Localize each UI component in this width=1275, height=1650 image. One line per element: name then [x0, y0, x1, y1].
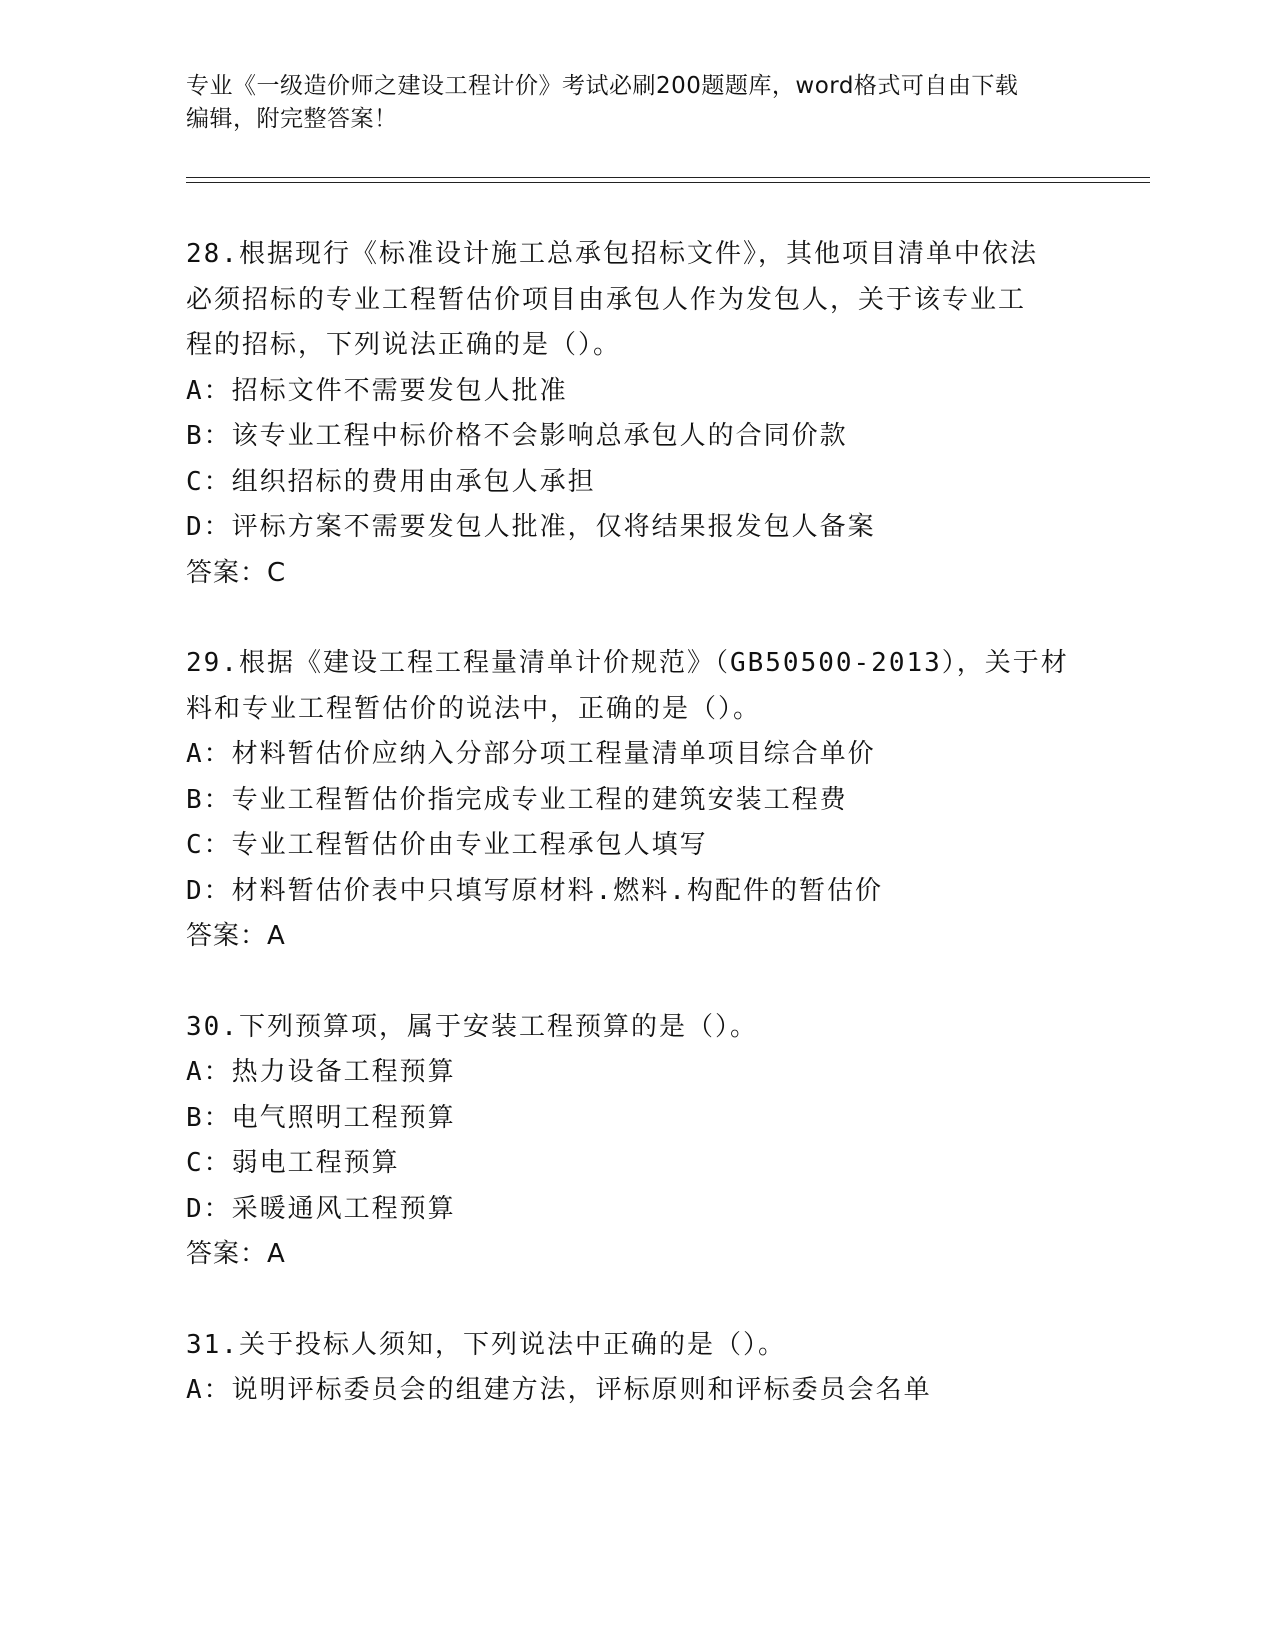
option-a: A：说明评标委员会的组建方法，评标原则和评标委员会名单 — [186, 1375, 932, 1405]
option-c: C：专业工程暂估价由专业工程承包人填写 — [186, 830, 708, 860]
question-30 — [186, 1005, 1086, 1278]
option-c: C：组织招标的费用由承包人承担 — [186, 466, 596, 497]
header-divider — [186, 177, 1150, 178]
answer: 答案：A — [186, 921, 286, 951]
option-d: D：材料暂估价表中只填写原材料.燃料.构配件的暂估价 — [186, 875, 883, 906]
question-stem: 料和专业工程暂估价的说法中，正确的是（）。 — [186, 693, 762, 724]
question-28 — [186, 232, 1086, 596]
question-stem: 28.根据现行《标准设计施工总承包招标文件》，其他项目清单中依法 — [186, 239, 1038, 269]
option-a: A：材料暂估价应纳入分部分项工程量清单项目综合单价 — [186, 739, 876, 769]
question-list — [186, 232, 1086, 1459]
option-c: C：弱电工程预算 — [186, 1148, 400, 1178]
answer: 答案：C — [186, 557, 287, 588]
question-29 — [186, 641, 1086, 960]
document-header — [186, 70, 1076, 136]
option-b: B：该专业工程中标价格不会影响总承包人的合同价款 — [186, 421, 848, 451]
header-divider — [186, 182, 1150, 183]
option-d: D：评标方案不需要发包人批准，仅将结果报发包人备案 — [186, 512, 876, 542]
question-stem: 29.根据《建设工程工程量清单计价规范》（GB50500-2013），关于材 — [186, 648, 1069, 678]
option-d: D：采暖通风工程预算 — [186, 1193, 456, 1224]
answer: 答案：A — [186, 1239, 286, 1269]
question-31 — [186, 1323, 1086, 1414]
option-a: A：热力设备工程预算 — [186, 1057, 456, 1087]
question-stem: 必须招标的专业工程暂估价项目由承包人作为发包人，关于该专业工 — [186, 284, 1027, 315]
question-stem: 30.下列预算项，属于安装工程预算的是（）。 — [186, 1011, 758, 1042]
header-line: 专业《一级造价师之建设工程计价》考试必刷200题题库，word格式可自由下载 — [186, 73, 1019, 99]
header-line: 编辑，附完整答案！ — [186, 106, 398, 132]
question-stem: 31.关于投标人须知，下列说法中正确的是（）。 — [186, 1329, 786, 1360]
option-a: A：招标文件不需要发包人批准 — [186, 375, 568, 406]
question-stem: 程的招标，下列说法正确的是（）。 — [186, 330, 622, 360]
option-b: B：专业工程暂估价指完成专业工程的建筑安装工程费 — [186, 784, 848, 815]
option-b: B：电气照明工程预算 — [186, 1102, 456, 1133]
